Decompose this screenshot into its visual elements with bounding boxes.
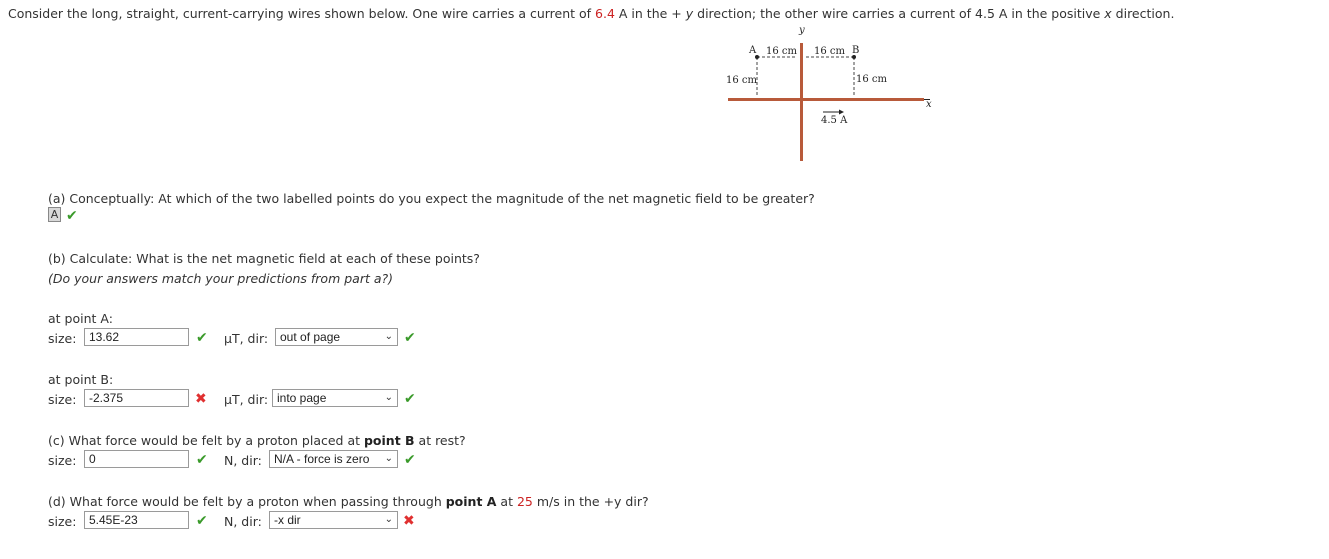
part-c-size-label: size: (48, 453, 77, 468)
part-d-unit-label: N, dir: (224, 514, 262, 529)
part-d-size-input[interactable]: 5.45E-23 (84, 511, 189, 529)
part-d-size-label: size: (48, 514, 77, 529)
part-c-size-input[interactable]: 0 (84, 450, 189, 468)
correct-check-icon: ✔ (66, 208, 78, 224)
point-b-unit-label: μT, dir: (224, 392, 269, 407)
problem-statement: Consider the long, straight, current-carrying wires shown below. One wire carries a current of 6.4 A in the + y direction; the other wire carries a current of 4.5 A in the positive x direction. (8, 6, 1175, 21)
part-b-note: (Do your answers match your predictions from part a?) (48, 271, 394, 286)
correct-check-icon: ✔ (196, 513, 208, 529)
horizontal-wire (728, 98, 924, 101)
point-a-heading: at point A: (48, 311, 113, 326)
x-axis-label: x (926, 99, 932, 110)
dist-label-top-left: 16 cm (766, 46, 797, 57)
chevron-down-icon: ⌄ (384, 331, 393, 342)
part-c-dir-select[interactable]: N/A - force is zero ⌄ (269, 450, 398, 468)
part-c-question: (c) What force would be felt by a proton placed at point B at rest? (48, 433, 466, 448)
correct-check-icon: ✔ (404, 330, 416, 346)
point-b-size-label: size: (48, 392, 77, 407)
point-b-heading: at point B: (48, 372, 114, 387)
dist-label-right: 16 cm (856, 74, 887, 85)
correct-check-icon: ✔ (196, 330, 208, 346)
part-a-answer-box[interactable]: A (48, 207, 61, 222)
part-d-dir-select[interactable]: -x dir ⌄ (269, 511, 398, 529)
correct-check-icon: ✔ (404, 391, 416, 407)
current-label: 4.5 A (821, 115, 848, 126)
incorrect-x-icon: ✖ (195, 391, 207, 407)
wires-figure (715, 24, 935, 164)
chevron-down-icon: ⌄ (384, 392, 393, 403)
y-axis-label: y (799, 25, 805, 36)
point-a-size-label: size: (48, 331, 77, 346)
incorrect-x-icon: ✖ (403, 513, 415, 529)
point-a-unit-label: μT, dir: (224, 331, 269, 346)
correct-check-icon: ✔ (404, 452, 416, 468)
vertical-wire (800, 43, 803, 161)
point-b-dir-select[interactable]: into page ⌄ (272, 389, 398, 407)
point-a-label: A (749, 45, 757, 56)
point-a-dir-select[interactable]: out of page ⌄ (275, 328, 398, 346)
point-b-label: B (852, 45, 860, 56)
part-b-question: (b) Calculate: What is the net magnetic field at each of these points? (48, 251, 480, 266)
point-b-size-input[interactable]: -2.375 (84, 389, 189, 407)
chevron-down-icon: ⌄ (384, 514, 393, 525)
correct-check-icon: ✔ (196, 452, 208, 468)
dist-label-top-right: 16 cm (814, 46, 845, 57)
part-a-question: (a) Conceptually: At which of the two labelled points do you expect the magnitude of the net magnetic field to be greater? (48, 191, 815, 206)
point-a-size-input[interactable]: 13.62 (84, 328, 189, 346)
chevron-down-icon: ⌄ (384, 453, 393, 464)
part-c-unit-label: N, dir: (224, 453, 262, 468)
current-value-1: 6.4 (595, 6, 615, 21)
dist-label-left: 16 cm (726, 75, 757, 86)
speed-value: 25 (516, 494, 533, 509)
part-d-question: (d) What force would be felt by a proton when passing through point A at 25 m/s in the +y dir? (48, 494, 649, 509)
